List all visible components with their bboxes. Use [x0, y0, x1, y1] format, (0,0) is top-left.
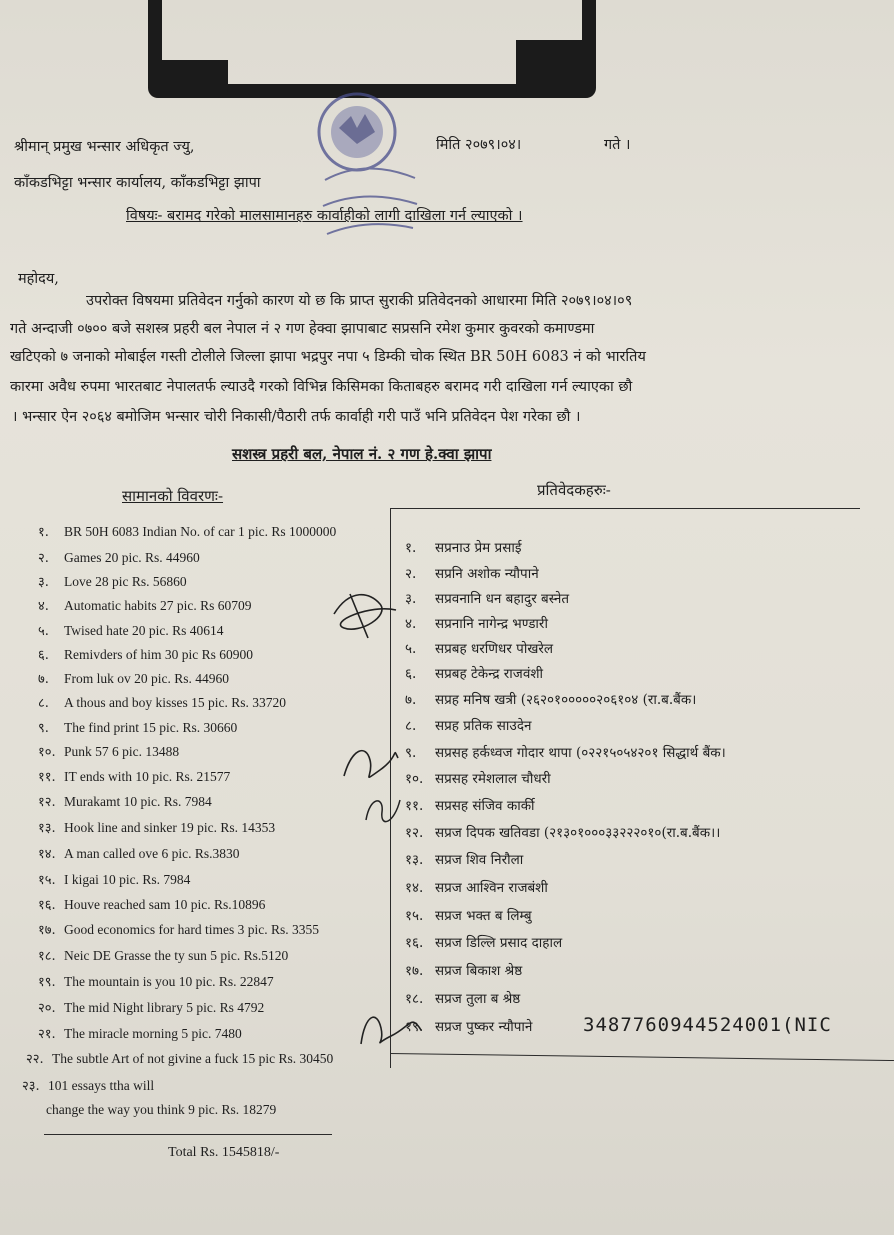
- body-line-1: उपरोक्त विषयमा प्रतिवेदन गर्नुको कारण यो छ कि प्राप्त सुराकी प्रतिवेदनको आधारमा मिति २०७९।०४।०९: [86, 293, 633, 309]
- officer-item: १६. सप्रज डिल्लि प्रसाद दाहाल: [405, 935, 563, 951]
- goods-item: १४. A man called ove 6 pic. Rs.3830: [38, 846, 240, 862]
- officer-item: १०. सप्रसह रमेशलाल चौधरी: [405, 771, 551, 787]
- salutation: महोदय,: [18, 271, 59, 287]
- officer-item: १८. सप्रज तुला ब श्रेष्ठ: [405, 991, 521, 1007]
- goods-item: ६. Remivders of him 30 pic Rs 60900: [38, 647, 253, 663]
- body-line-5: । भन्सार ऐन २०६४ बमोजिम भन्सार चोरी निकासी/पैठारी तर्फ कार्वाही गरी पाउँ भनि प्रतिवेदन पेश गरेका छौ ।: [12, 409, 581, 425]
- goods-item: १६. Houve reached sam 10 pic. Rs.10896: [38, 897, 266, 913]
- goods-item: २२. The subtle Art of not givine a fuck 15 pic Rs. 30450: [26, 1051, 334, 1067]
- clipboard-clip-right-foot: [516, 40, 596, 98]
- officer-item: १९. सप्रज पुष्कर न्यौपाने: [405, 1019, 533, 1035]
- signature-scribble-4: [355, 1006, 425, 1052]
- clipboard-clip-left-foot: [148, 60, 228, 98]
- goods-item: २०. The mid Night library 5 pic. Rs 4792: [38, 1000, 265, 1016]
- signature-scribble-1: [330, 584, 400, 644]
- officer-item: १५. सप्रज भक्त ब लिम्बु: [405, 908, 532, 924]
- officers-box-top-border: [390, 508, 860, 509]
- addressee-line-2: काँकडभिट्टा भन्सार कार्यालय, काँकडभिट्टा झापा: [14, 175, 261, 191]
- goods-item: १२. Murakamt 10 pic. Rs. 7984: [38, 794, 212, 810]
- officer-item: १. सप्रनाउ प्रेम प्रसाई: [405, 540, 522, 556]
- officers-box-bottom-border: [390, 1053, 894, 1061]
- date-suffix: गते ।: [604, 137, 631, 153]
- goods-item: ८. A thous and boy kisses 15 pic. Rs. 33720: [38, 695, 287, 711]
- officer-item: ११. सप्रसह संजिव कार्की: [405, 798, 535, 814]
- official-seal-stamp: [305, 88, 425, 256]
- officer-item: २. सप्रनि अशोक न्यौपाने: [405, 566, 539, 582]
- officer-item: ४. सप्रनानि नागेन्द्र भण्डारी: [405, 616, 548, 632]
- subject-line: विषयः- बरामद गरेको मालसामानहरु कार्वाहीको लागी दाखिला गर्न ल्याएको ।: [126, 208, 523, 224]
- addressee-line-1: श्रीमान् प्रमुख भन्सार अधिकृत ज्यु,: [14, 139, 195, 155]
- goods-item: १३. Hook line and sinker 19 pic. Rs. 14353: [38, 820, 276, 836]
- goods-item: ९. The find print 15 pic. Rs. 30660: [38, 720, 238, 736]
- signature-scribble-3: [360, 790, 404, 830]
- officer-item: ९. सप्रसह हर्कध्वज गोदार थापा (०२२१५०५४२०१ सिद्धार्थ बैंक।: [405, 745, 726, 761]
- officers-heading: प्रतिवेदकहरुः-: [537, 481, 611, 499]
- officer-item: १२. सप्रज दिपक खतिवडा (२१३०१०००३३२२२०१०(रा.ब.बैंक।।: [405, 825, 721, 841]
- handwritten-account-number: 3487760944524001(NIC: [583, 1014, 832, 1036]
- officer-item: १३. सप्रज शिव निरौला: [405, 852, 524, 868]
- goods-item: ४. Automatic habits 27 pic. Rs 60709: [38, 598, 252, 614]
- goods-heading: सामानको विवरणः-: [122, 487, 224, 505]
- goods-item: १. BR 50H 6083 Indian No. of car 1 pic. Rs 1000000: [38, 524, 337, 540]
- goods-item: १९. The mountain is you 10 pic. Rs. 22847: [38, 974, 274, 990]
- officer-item: १७. सप्रज बिकाश श्रेष्ठ: [405, 963, 523, 979]
- goods-item: १७. Good economics for hard times 3 pic. Rs. 3355: [38, 922, 319, 938]
- signature-scribble-2: [340, 740, 400, 788]
- goods-item: १५. I kigai 10 pic. Rs. 7984: [38, 872, 191, 888]
- date-label: मिति २०७९।०४।: [436, 137, 522, 153]
- officer-item: १४. सप्रज आश्विन राजबंशी: [405, 880, 548, 896]
- goods-item: २. Games 20 pic. Rs. 44960: [38, 550, 200, 566]
- goods-total: Total Rs. 1545818/-: [168, 1145, 280, 1160]
- goods-item: २३. 101 essays ttha will: [22, 1078, 155, 1094]
- goods-item: ७. From luk ov 20 pic. Rs. 44960: [38, 671, 230, 687]
- officer-item: ८. सप्रह प्रतिक साउदेन: [405, 718, 532, 734]
- officer-item: ७. सप्रह मनिष खत्री (२६२०१०००००२०६१०४ (रा.ब.बैंक।: [405, 692, 697, 708]
- body-line-4: कारमा अवैध रुपमा भारतबाट नेपालतर्फ ल्याउदै गरको विभिन्न किसिमका किताबहरु बरामद गरी दाखिला गर्न ल्याएका छौ: [10, 379, 633, 395]
- goods-item: १८. Neic DE Grasse the ty sun 5 pic. Rs.5120: [38, 948, 289, 964]
- officer-item: ५. सप्रबह धरणिधर पोखरेल: [405, 641, 554, 657]
- goods-item: ११. IT ends with 10 pic. Rs. 21577: [38, 769, 231, 785]
- officer-item: ३. सप्रवनानि धन बहादुर बस्नेत: [405, 591, 570, 607]
- goods-item: ३. Love 28 pic Rs. 56860: [38, 574, 187, 590]
- goods-item: १०. Punk 57 6 pic. 13488: [38, 744, 180, 760]
- goods-item-23-continued: change the way you think 9 pic. Rs. 18279: [46, 1102, 277, 1117]
- total-rule: [44, 1134, 332, 1135]
- body-line-2: गते अन्दाजी ०७०० बजे सशस्त्र प्रहरी बल नेपाल नं २ गण हेक्वा झापाबाट सप्रसनि रमेश कुमार कुवरको कमाण्डमा: [10, 321, 595, 337]
- goods-item: २१. The miracle morning 5 pic. 7480: [38, 1026, 242, 1042]
- unit-heading: सशस्त्र प्रहरी बल, नेपाल नं. २ गण हे.क्वा झापा: [232, 445, 492, 463]
- officer-item: ६. सप्रबह टेकेन्द्र राजवंशी: [405, 666, 543, 682]
- body-line-3: खटिएको ७ जनाको मोबाईल गस्ती टोलीले जिल्ला झापा भद्रपुर नपा ५ डिम्की चोक स्थित BR 50H 6083 नं को भारतिय: [10, 349, 646, 365]
- goods-item: ५. Twised hate 20 pic. Rs 40614: [38, 623, 224, 639]
